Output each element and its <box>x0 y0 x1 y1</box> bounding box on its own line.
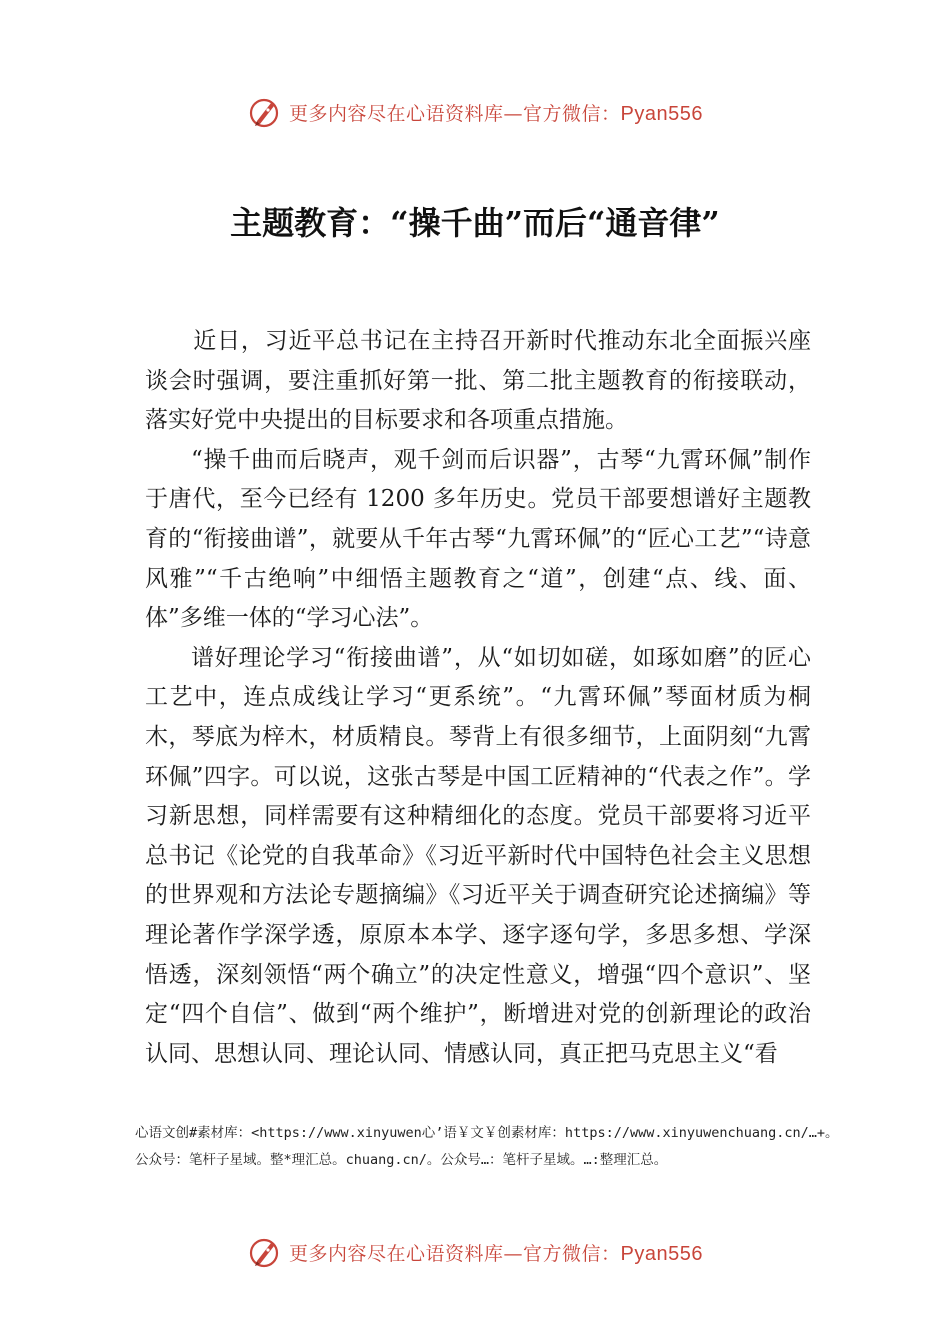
banner-text: 更多内容尽在心语资料库—官方微信： <box>289 1242 621 1265</box>
paragraph-2: “操千曲而后晓声，观千剑而后识器”，古琴“九霄环佩”制作于唐代，至今已经有 1200 多年历史。党员干部要想谱好主题教育的“衔接曲谱”，就要从千年古琴“九霄环佩”的“匠心工艺”“诗意风雅”“千古绝响”中细悟主题教育之“道”，创建“点、线、面、体”多维一体的“学习心法”。 <box>145 446 811 632</box>
document-body <box>145 322 811 1074</box>
pen-logo-icon <box>247 1235 281 1269</box>
banner-wechat-handle: Pyan556 <box>620 102 703 125</box>
paragraph-1: 近日，习近平总书记在主持召开新时代推动东北全面振兴座谈会时强调，要注重抓好第一批、第二批主题教育的衔接联动，落实好党中央提出的目标要求和各项重点措施。 <box>145 328 811 434</box>
top-banner <box>0 92 950 132</box>
bottom-banner <box>0 1232 950 1272</box>
document-title: 主题教育：“操千曲”而后“通音律” <box>230 204 720 242</box>
banner-wechat-handle: Pyan556 <box>620 1242 703 1265</box>
banner-text: 更多内容尽在心语资料库—官方微信： <box>289 102 621 125</box>
pen-logo-icon <box>247 95 281 129</box>
source-watermark-text: 心语文创#素材库：<https://www.xinyuwen心’语￥文￥创素材库：https://www.xinyuwenchuang.cn/…+。公众号：笔杆子星域。整*理汇总。chuang.cn/。公众号…：笔杆子星域。…:整理汇总。 <box>135 1125 839 1168</box>
paragraph-3: 谱好理论学习“衔接曲谱”，从“如切如磋，如琢如磨”的匠心工艺中，连点成线让学习“更系统”。“九霄环佩”琴面材质为桐木，琴底为梓木，材质精良。琴背上有很多细节，上面阴刻“九霄环佩”四字。可以说，这张古琴是中国工匠精神的“代表之作”。学习新思想，同样需要有这种精细化的态度。党员干部要将习近平总书记《论党的自我革命》《习近平新时代中国特色社会主义思想的世界观和方法论专题摘编》《习近平关于调查研究论述摘编》等理论著作学深学透，原原本本学、逐字逐句学，多思多想、学深悟透，深刻领悟“两个确立”的决定性意义，增强“四个意识”、坚定“四个自信”、做到“两个维护”，断增进对党的创新理论的政治认同、思想认同、理论认同、情感认同，真正把马克思主义“看 <box>145 644 811 1067</box>
